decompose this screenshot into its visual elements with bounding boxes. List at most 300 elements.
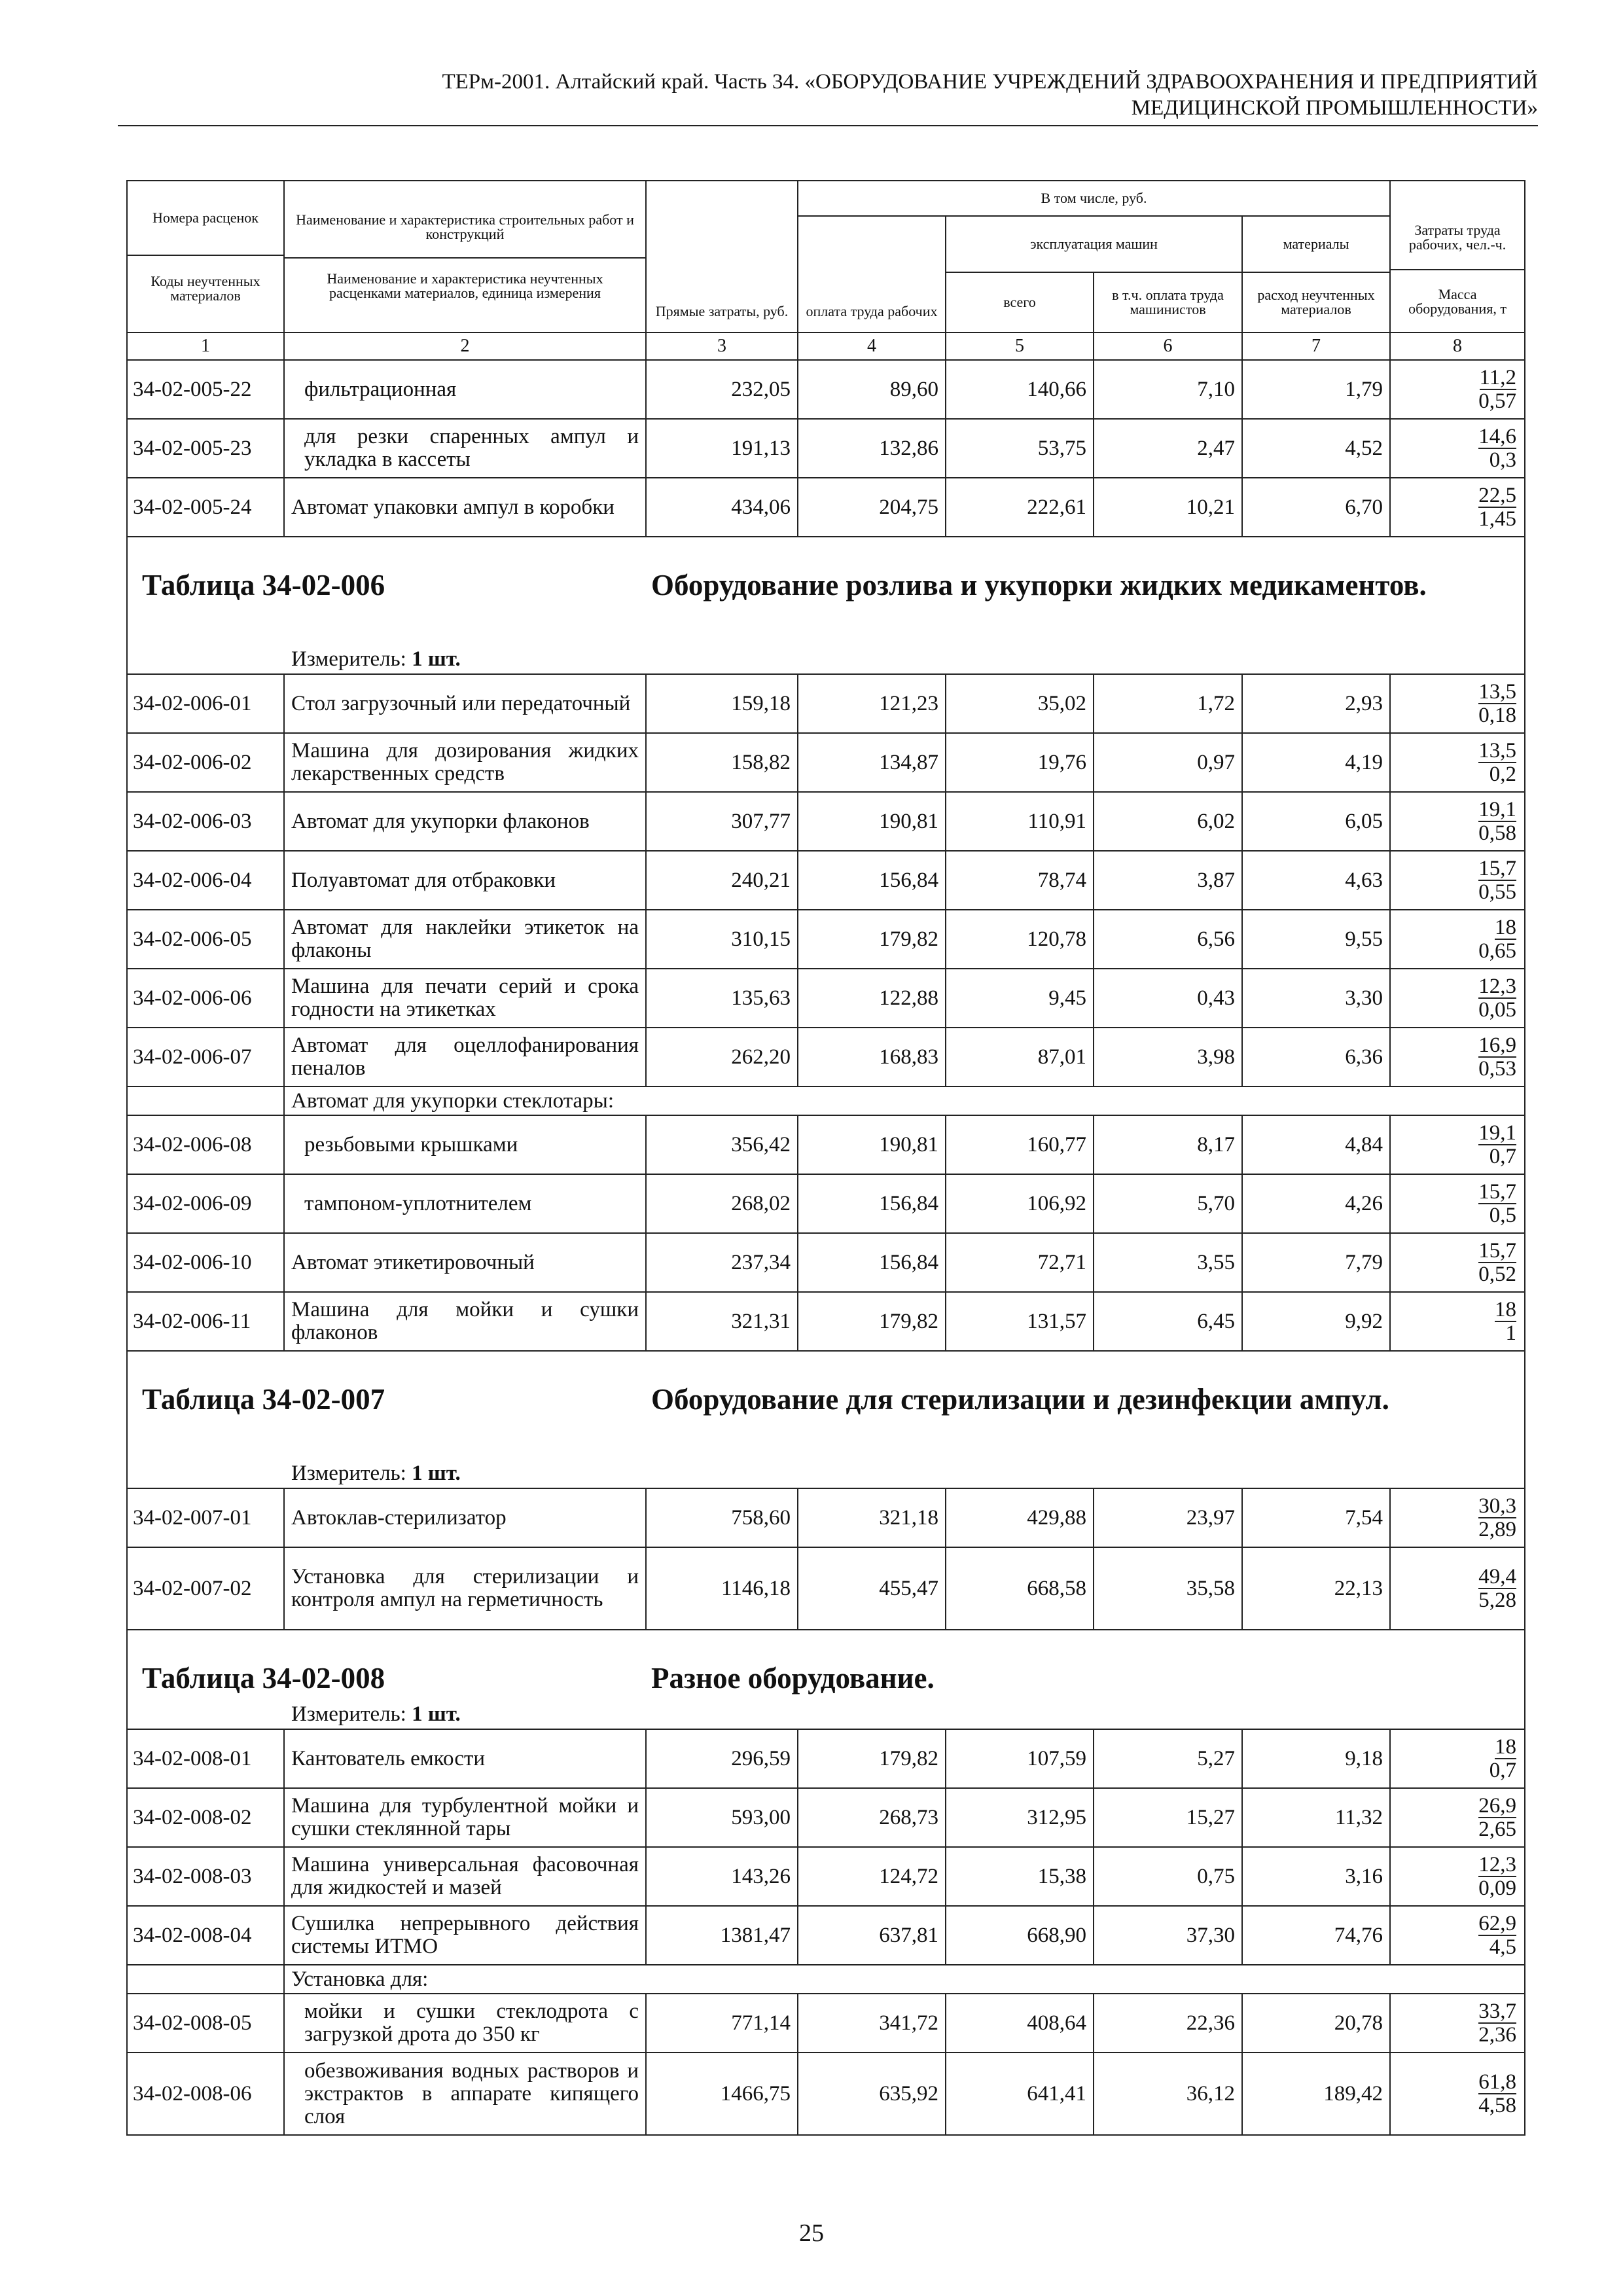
rate-code: 34-02-008-05 <box>127 1994 284 2053</box>
table-label: Таблица 34-02-008 <box>142 1662 385 1695</box>
rate-name: Машина для мойки и сушки флаконов <box>284 1292 646 1351</box>
mass-value: 5,28 <box>1478 1588 1517 1612</box>
labor-mass-cell <box>1390 733 1525 792</box>
rate-name: Автомат этикетировочный <box>284 1233 646 1292</box>
rate-name: мойки и сушки стеклодрота с загрузкой дрота до 350 кг <box>284 1994 646 2053</box>
machines-total: 19,76 <box>946 733 1094 792</box>
unit-value: 1 шт. <box>412 1462 461 1485</box>
materials-cost: 4,84 <box>1242 1115 1390 1174</box>
mass-value: 0,57 <box>1478 389 1517 413</box>
labor-value: 18 <box>1495 1735 1517 1759</box>
labor-mass-cell <box>1390 969 1525 1028</box>
direct-cost: 135,63 <box>646 969 798 1028</box>
machinist-wage: 5,27 <box>1094 1729 1242 1788</box>
col-codes <box>127 181 284 332</box>
mass-value: 0,53 <box>1478 1057 1517 1081</box>
machinist-wage: 37,30 <box>1094 1906 1242 1965</box>
wage-cost: 341,72 <box>798 1994 946 2053</box>
mass-value: 0,7 <box>1489 1145 1517 1168</box>
table-row <box>127 1906 1525 1965</box>
rate-name: Стол загрузочный или передаточный <box>284 674 646 733</box>
group-subheading: Автомат для укупорки стеклотары: <box>284 1086 1525 1115</box>
table-row <box>127 1488 1525 1547</box>
machines-total: 668,58 <box>946 1547 1094 1630</box>
table-label: Таблица 34-02-007 <box>142 1383 385 1416</box>
labor-mass-cell <box>1390 1292 1525 1351</box>
wage-cost: 132,86 <box>798 419 946 478</box>
materials-cost: 6,70 <box>1242 478 1390 537</box>
machines-total: 53,75 <box>946 419 1094 478</box>
mass-value: 0,65 <box>1478 939 1517 963</box>
direct-cost: 1381,47 <box>646 1906 798 1965</box>
wage-cost: 168,83 <box>798 1028 946 1086</box>
rate-code: 34-02-006-01 <box>127 674 284 733</box>
rates-table <box>126 180 1525 2136</box>
table-section-header <box>127 1630 1525 1729</box>
col-incl-label: В том числе, руб. <box>1041 190 1147 206</box>
labor-value: 15,7 <box>1478 857 1517 880</box>
direct-cost: 758,60 <box>646 1488 798 1547</box>
col-total <box>946 272 1094 332</box>
table-row <box>127 1028 1525 1086</box>
labor-value: 15,7 <box>1478 1239 1517 1263</box>
machines-total: 72,71 <box>946 1233 1094 1292</box>
materials-cost: 4,52 <box>1242 419 1390 478</box>
rate-code: 34-02-007-01 <box>127 1488 284 1547</box>
labor-mass-cell <box>1390 1906 1525 1965</box>
unit-label: Измеритель: <box>291 1462 406 1485</box>
direct-cost: 268,02 <box>646 1174 798 1233</box>
rate-code: 34-02-008-06 <box>127 2053 284 2135</box>
col-machines-label: эксплуатация машин <box>1030 236 1158 252</box>
mass-value: 0,55 <box>1478 880 1517 904</box>
labor-mass-cell <box>1390 1028 1525 1086</box>
labor-value: 49,4 <box>1478 1565 1517 1588</box>
col-unlisted-label: расход неучтенных материалов <box>1257 287 1375 317</box>
col-num: 6 <box>1094 332 1242 360</box>
unit-label: Измеритель: <box>291 647 406 671</box>
rate-code: 34-02-006-09 <box>127 1174 284 1233</box>
materials-cost: 3,30 <box>1242 969 1390 1028</box>
mass-value: 0,58 <box>1478 821 1517 845</box>
mass-value: 2,65 <box>1478 1818 1517 1841</box>
wage-cost: 134,87 <box>798 733 946 792</box>
labor-mass-cell <box>1390 2053 1525 2135</box>
labor-mass-cell <box>1390 1788 1525 1847</box>
wage-cost: 156,84 <box>798 1233 946 1292</box>
materials-cost: 7,54 <box>1242 1488 1390 1547</box>
machinist-wage: 6,02 <box>1094 792 1242 851</box>
table-section-header <box>127 1351 1525 1488</box>
labor-value: 26,9 <box>1478 1794 1517 1818</box>
mass-value: 1 <box>1505 1321 1517 1345</box>
table-body <box>127 360 1525 2135</box>
table-header <box>127 181 1525 360</box>
wage-cost: 156,84 <box>798 1174 946 1233</box>
table-row <box>127 1292 1525 1351</box>
direct-cost: 307,77 <box>646 792 798 851</box>
direct-cost: 1466,75 <box>646 2053 798 2135</box>
col-name <box>284 181 646 332</box>
mass-value: 2,89 <box>1478 1518 1517 1541</box>
labor-value: 18 <box>1495 1298 1517 1321</box>
table-row <box>127 1994 1525 2053</box>
labor-mass-cell <box>1390 851 1525 910</box>
rate-code: 34-02-008-01 <box>127 1729 284 1788</box>
mass-value: 1,45 <box>1478 507 1517 531</box>
labor-value: 62,9 <box>1478 1912 1517 1935</box>
unit-measure <box>291 648 461 671</box>
wage-cost: 635,92 <box>798 2053 946 2135</box>
labor-value: 19,1 <box>1478 1121 1517 1145</box>
machines-total: 35,02 <box>946 674 1094 733</box>
labor-value: 14,6 <box>1478 425 1517 448</box>
table-row <box>127 478 1525 537</box>
col-machines <box>946 216 1242 272</box>
mass-value: 0,2 <box>1489 762 1517 786</box>
labor-value: 61,8 <box>1478 2070 1517 2094</box>
rate-name: Автомат для укупорки флаконов <box>284 792 646 851</box>
table-row <box>127 2053 1525 2135</box>
wage-cost: 204,75 <box>798 478 946 537</box>
wage-cost: 122,88 <box>798 969 946 1028</box>
rate-name: Полуавтомат для отбраковки <box>284 851 646 910</box>
col-num: 7 <box>1242 332 1390 360</box>
unit-measure <box>291 1462 461 1485</box>
wage-cost: 190,81 <box>798 792 946 851</box>
machines-total: 641,41 <box>946 2053 1094 2135</box>
machinist-wage: 6,56 <box>1094 910 1242 969</box>
header-line-2: МЕДИЦИНСКОЙ ПРОМЫШЛЕННОСТИ» <box>1131 96 1538 120</box>
rate-name: Сушилка непрерывного действия системы ИТМО <box>284 1906 646 1965</box>
machinist-wage: 2,47 <box>1094 419 1242 478</box>
table-row <box>127 1547 1525 1630</box>
mass-value: 2,36 <box>1478 2023 1517 2047</box>
rate-name: Автомат для наклейки этикеток на флаконы <box>284 910 646 969</box>
direct-cost: 1146,18 <box>646 1547 798 1630</box>
wage-cost: 179,82 <box>798 1292 946 1351</box>
rate-code: 34-02-007-02 <box>127 1547 284 1630</box>
mass-value: 0,7 <box>1489 1759 1517 1782</box>
col-name-unlisted-label: Наименование и характеристика неучтенных расценками материалов, единица измерения <box>285 257 645 300</box>
col-direct-label: Прямые затраты, руб. <box>655 303 789 319</box>
machines-total: 9,45 <box>946 969 1094 1028</box>
table-row <box>127 1174 1525 1233</box>
wage-cost: 124,72 <box>798 1847 946 1906</box>
labor-value: 15,7 <box>1478 1180 1517 1204</box>
rate-name: для резки спаренных ампул и укладка в кассеты <box>284 419 646 478</box>
table-row <box>127 1115 1525 1174</box>
rate-name: Установка для стерилизации и контроля ампул на герметичность <box>284 1547 646 1630</box>
machinist-wage: 35,58 <box>1094 1547 1242 1630</box>
rate-name: резьбовыми крышками <box>284 1115 646 1174</box>
mass-value: 4,58 <box>1478 2094 1517 2117</box>
rate-name: фильтрационная <box>284 360 646 419</box>
mass-value: 0,05 <box>1478 998 1517 1022</box>
direct-cost: 434,06 <box>646 478 798 537</box>
table-row <box>127 674 1525 733</box>
materials-cost: 11,32 <box>1242 1788 1390 1847</box>
table-label: Таблица 34-02-006 <box>142 569 385 601</box>
machines-total: 15,38 <box>946 1847 1094 1906</box>
labor-mass-cell <box>1390 674 1525 733</box>
labor-value: 13,5 <box>1478 739 1517 762</box>
labor-value: 16,9 <box>1478 1033 1517 1057</box>
col-labor-mass <box>1390 181 1525 332</box>
machinist-wage: 10,21 <box>1094 478 1242 537</box>
machines-total: 110,91 <box>946 792 1094 851</box>
unit-value: 1 шт. <box>412 1702 461 1726</box>
machinist-wage: 36,12 <box>1094 2053 1242 2135</box>
running-header <box>118 69 1538 126</box>
unit-label: Измеритель: <box>291 1702 406 1726</box>
table-title: Оборудование для стерилизации и дезинфекции ампул. <box>651 1383 1389 1416</box>
rate-code: 34-02-006-05 <box>127 910 284 969</box>
col-unlisted <box>1242 272 1390 332</box>
col-num: 5 <box>946 332 1094 360</box>
machines-total: 312,95 <box>946 1788 1094 1847</box>
rate-code: 34-02-006-04 <box>127 851 284 910</box>
machines-total: 429,88 <box>946 1488 1094 1547</box>
labor-mass-cell <box>1390 1547 1525 1630</box>
labor-mass-cell <box>1390 1729 1525 1788</box>
col-machinist-label: в т.ч. оплата труда машинистов <box>1112 287 1224 317</box>
labor-mass-cell <box>1390 1488 1525 1547</box>
table-row <box>127 792 1525 851</box>
machines-total: 668,90 <box>946 1906 1094 1965</box>
col-materials <box>1242 216 1390 272</box>
col-total-label: всего <box>1003 294 1036 310</box>
wage-cost: 179,82 <box>798 910 946 969</box>
rate-code: 34-02-006-08 <box>127 1115 284 1174</box>
col-wage-label: оплата труда рабочих <box>806 303 938 319</box>
labor-value: 18 <box>1495 916 1517 939</box>
machines-total: 78,74 <box>946 851 1094 910</box>
materials-cost: 9,18 <box>1242 1729 1390 1788</box>
col-machinist <box>1094 272 1242 332</box>
machines-total: 131,57 <box>946 1292 1094 1351</box>
rate-name: Автомат упаковки ампул в коробки <box>284 478 646 537</box>
direct-cost: 356,42 <box>646 1115 798 1174</box>
rate-code: 34-02-008-03 <box>127 1847 284 1906</box>
direct-cost: 237,34 <box>646 1233 798 1292</box>
table-row <box>127 851 1525 910</box>
rate-code: 34-02-008-04 <box>127 1906 284 1965</box>
mass-value: 4,5 <box>1489 1935 1517 1959</box>
labor-mass-cell <box>1390 1994 1525 2053</box>
materials-cost: 9,55 <box>1242 910 1390 969</box>
wage-cost: 455,47 <box>798 1547 946 1630</box>
table-row <box>127 419 1525 478</box>
direct-cost: 159,18 <box>646 674 798 733</box>
machines-total: 120,78 <box>946 910 1094 969</box>
rate-code: 34-02-008-02 <box>127 1788 284 1847</box>
labor-mass-cell <box>1390 478 1525 537</box>
direct-cost: 232,05 <box>646 360 798 419</box>
col-direct <box>646 181 798 332</box>
machines-total: 107,59 <box>946 1729 1094 1788</box>
rate-code: 34-02-006-07 <box>127 1028 284 1086</box>
table-section-header <box>127 537 1525 674</box>
col-num: 8 <box>1390 332 1525 360</box>
col-num: 4 <box>798 332 946 360</box>
table-title: Оборудование розлива и укупорки жидких медикаментов. <box>651 569 1427 601</box>
labor-value: 12,3 <box>1478 1853 1517 1876</box>
machinist-wage: 5,70 <box>1094 1174 1242 1233</box>
direct-cost: 240,21 <box>646 851 798 910</box>
table-row <box>127 910 1525 969</box>
col-labor-label: Затраты труда рабочих, чел.-ч. <box>1408 222 1507 253</box>
machinist-wage: 3,98 <box>1094 1028 1242 1086</box>
mass-value: 0,3 <box>1489 448 1517 472</box>
materials-cost: 2,93 <box>1242 674 1390 733</box>
labor-mass-cell <box>1390 419 1525 478</box>
table-row <box>127 1729 1525 1788</box>
rate-code: 34-02-005-22 <box>127 360 284 419</box>
materials-cost: 6,36 <box>1242 1028 1390 1086</box>
labor-mass-cell <box>1390 1115 1525 1174</box>
col-num: 2 <box>284 332 646 360</box>
wage-cost: 321,18 <box>798 1488 946 1547</box>
header-line-1: ТЕРм-2001. Алтайский край. Часть 34. «ОБОРУДОВАНИЕ УЧРЕЖДЕНИЙ ЗДРАВООХРАНЕНИЯ И ПРЕДПРИЯТИЙ <box>442 70 1538 94</box>
materials-cost: 74,76 <box>1242 1906 1390 1965</box>
wage-cost: 268,73 <box>798 1788 946 1847</box>
machines-total: 160,77 <box>946 1115 1094 1174</box>
materials-cost: 189,42 <box>1242 2053 1390 2135</box>
materials-cost: 3,16 <box>1242 1847 1390 1906</box>
table-row <box>127 733 1525 792</box>
rate-name: тампоном-уплотнителем <box>284 1174 646 1233</box>
direct-cost: 321,31 <box>646 1292 798 1351</box>
col-codes-label: Номера расценок <box>152 209 259 226</box>
labor-value: 12,3 <box>1478 975 1517 998</box>
wage-cost: 637,81 <box>798 1906 946 1965</box>
materials-cost: 7,79 <box>1242 1233 1390 1292</box>
rate-code: 34-02-006-10 <box>127 1233 284 1292</box>
rate-code: 34-02-006-02 <box>127 733 284 792</box>
materials-cost: 1,79 <box>1242 360 1390 419</box>
table-row <box>127 969 1525 1028</box>
group-subheading: Установка для: <box>284 1965 1525 1994</box>
labor-mass-cell <box>1390 360 1525 419</box>
mass-value: 0,5 <box>1489 1204 1517 1227</box>
machinist-wage: 0,43 <box>1094 969 1242 1028</box>
group-subheading-row <box>127 1086 1525 1115</box>
mass-value: 0,09 <box>1478 1876 1517 1900</box>
rate-name: Автомат для оцеллофанирования пеналов <box>284 1028 646 1086</box>
machines-total: 222,61 <box>946 478 1094 537</box>
wage-cost: 190,81 <box>798 1115 946 1174</box>
direct-cost: 158,82 <box>646 733 798 792</box>
labor-mass-cell <box>1390 1174 1525 1233</box>
mass-value: 0,52 <box>1478 1263 1517 1286</box>
column-numbers-row <box>127 332 1525 360</box>
machines-total: 140,66 <box>946 360 1094 419</box>
direct-cost: 262,20 <box>646 1028 798 1086</box>
machinist-wage: 1,72 <box>1094 674 1242 733</box>
labor-value: 22,5 <box>1478 484 1517 507</box>
labor-value: 11,2 <box>1479 366 1517 389</box>
wage-cost: 156,84 <box>798 851 946 910</box>
table-title: Разное оборудование. <box>651 1662 935 1695</box>
col-wage <box>798 216 946 332</box>
rate-code: 34-02-006-03 <box>127 792 284 851</box>
col-num: 3 <box>646 332 798 360</box>
col-num: 1 <box>127 332 284 360</box>
rate-code: 34-02-005-24 <box>127 478 284 537</box>
labor-mass-cell <box>1390 910 1525 969</box>
rate-name: Машина для турбулентной мойки и сушки стеклянной тары <box>284 1788 646 1847</box>
machines-total: 87,01 <box>946 1028 1094 1086</box>
direct-cost: 310,15 <box>646 910 798 969</box>
col-name-label: Наименование и характеристика строительных работ и конструкций <box>296 211 634 242</box>
rate-name: обезвоживания водных растворов и экстрактов в аппарате кипящего слоя <box>284 2053 646 2135</box>
col-mass-label: Масса оборудования, т <box>1391 269 1524 316</box>
direct-cost: 143,26 <box>646 1847 798 1906</box>
rate-name: Автоклав-стерилизатор <box>284 1488 646 1547</box>
rate-code: 34-02-005-23 <box>127 419 284 478</box>
machinist-wage: 23,97 <box>1094 1488 1242 1547</box>
mass-value: 0,18 <box>1478 704 1517 727</box>
col-incl <box>798 181 1390 216</box>
rate-name: Кантователь емкости <box>284 1729 646 1788</box>
machinist-wage: 8,17 <box>1094 1115 1242 1174</box>
unit-value: 1 шт. <box>412 647 461 671</box>
materials-cost: 4,63 <box>1242 851 1390 910</box>
direct-cost: 191,13 <box>646 419 798 478</box>
direct-cost: 593,00 <box>646 1788 798 1847</box>
materials-cost: 4,19 <box>1242 733 1390 792</box>
rate-name: Машина для печати серий и срока годности на этикетках <box>284 969 646 1028</box>
group-subheading-row <box>127 1965 1525 1994</box>
col-codes-unlisted-label: Коды неучтенных материалов <box>128 255 283 303</box>
table-row <box>127 360 1525 419</box>
table-row <box>127 1788 1525 1847</box>
labor-mass-cell <box>1390 1233 1525 1292</box>
table-row <box>127 1847 1525 1906</box>
machinist-wage: 15,27 <box>1094 1788 1242 1847</box>
labor-value: 13,5 <box>1478 680 1517 704</box>
materials-cost: 22,13 <box>1242 1547 1390 1630</box>
labor-value: 19,1 <box>1478 798 1517 821</box>
rate-code: 34-02-006-11 <box>127 1292 284 1351</box>
materials-cost: 20,78 <box>1242 1994 1390 2053</box>
materials-cost: 6,05 <box>1242 792 1390 851</box>
wage-cost: 89,60 <box>798 360 946 419</box>
direct-cost: 296,59 <box>646 1729 798 1788</box>
labor-value: 33,7 <box>1478 2000 1517 2023</box>
table-row <box>127 1233 1525 1292</box>
rate-name: Машина для дозирования жидких лекарственных средств <box>284 733 646 792</box>
labor-mass-cell <box>1390 792 1525 851</box>
labor-value: 30,3 <box>1478 1494 1517 1518</box>
machinist-wage: 6,45 <box>1094 1292 1242 1351</box>
machinist-wage: 3,55 <box>1094 1233 1242 1292</box>
col-materials-label: материалы <box>1283 236 1349 252</box>
materials-cost: 9,92 <box>1242 1292 1390 1351</box>
materials-cost: 4,26 <box>1242 1174 1390 1233</box>
direct-cost: 771,14 <box>646 1994 798 2053</box>
machines-total: 408,64 <box>946 1994 1094 2053</box>
labor-mass-cell <box>1390 1847 1525 1906</box>
machinist-wage: 3,87 <box>1094 851 1242 910</box>
machines-total: 106,92 <box>946 1174 1094 1233</box>
wage-cost: 179,82 <box>798 1729 946 1788</box>
machinist-wage: 22,36 <box>1094 1994 1242 2053</box>
wage-cost: 121,23 <box>798 674 946 733</box>
unit-measure <box>291 1703 461 1726</box>
rate-name: Машина универсальная фасовочная для жидкостей и мазей <box>284 1847 646 1906</box>
